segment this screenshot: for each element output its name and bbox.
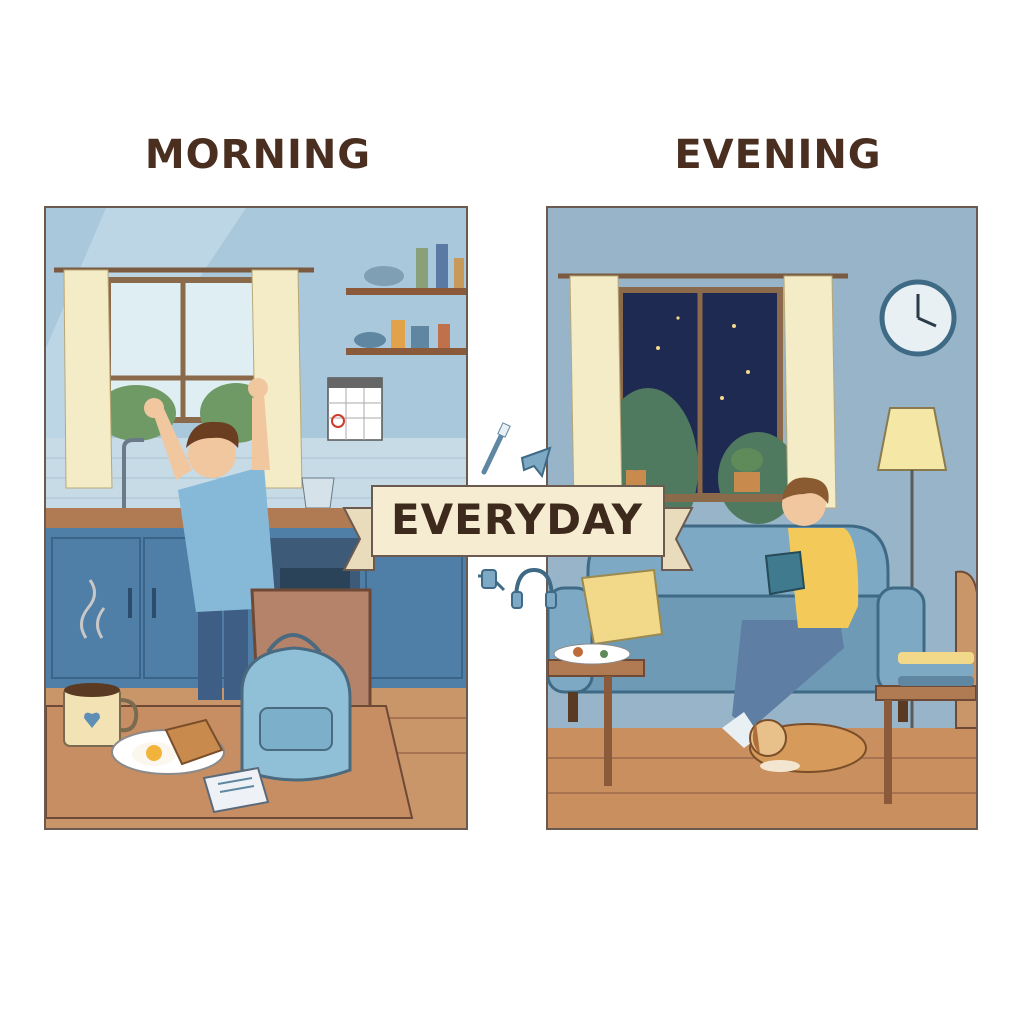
morning-title: MORNING <box>144 132 372 178</box>
calendar-icon <box>328 378 382 440</box>
everyday-label: EVERYDAY <box>390 495 644 544</box>
toothbrush-icon <box>484 423 510 472</box>
paper-plane-icon <box>522 448 550 476</box>
evening-title: EVENING <box>674 132 882 178</box>
clock-icon <box>882 282 954 354</box>
